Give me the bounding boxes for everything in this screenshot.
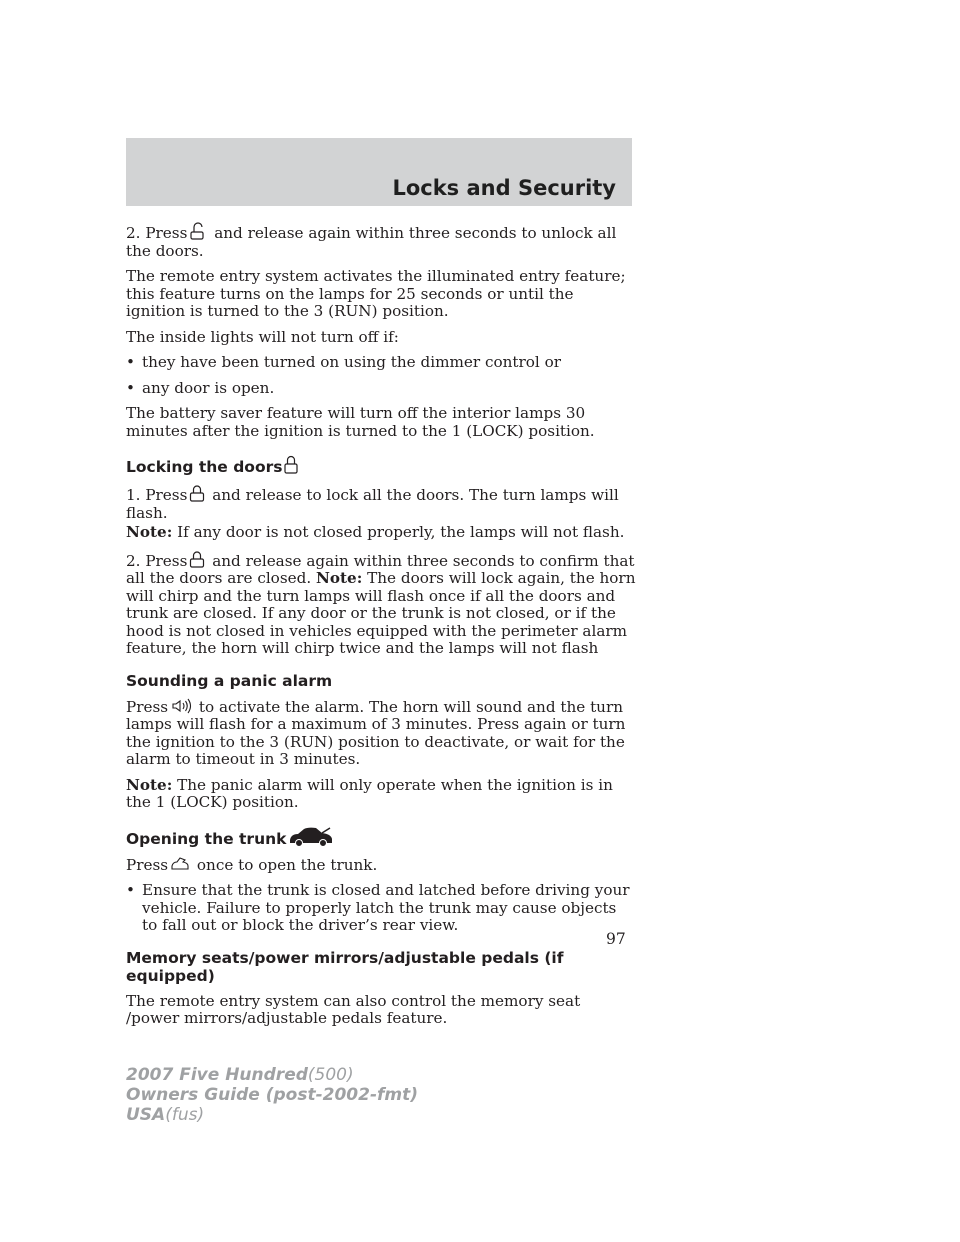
locking-heading: Locking the doors	[126, 454, 636, 476]
section-title: Locks and Security	[392, 176, 616, 200]
unlock-icon	[189, 222, 207, 240]
car-trunk-icon	[288, 826, 334, 848]
bullet-icon: •	[126, 881, 135, 899]
battery-saver-text: The battery saver feature will turn off the interior lamps 30 minutes after the ignition is turned to the 1 (LOCK) position.	[126, 404, 595, 440]
locking-step-2: 2. Press and release again within three seconds to confirm that all the doors are closed. Note: The doors will lock again, the horn will chirp and the turn lamps will flash once if all the doors and trunk are closed. If any door or the trunk is not closed, or if the hood is not closed in vehicles equipped with the perimeter alarm feature, the horn will chirp twice and the lamps will not flash	[126, 551, 636, 657]
bullet-icon: •	[126, 378, 135, 397]
page-content	[126, 222, 636, 1036]
memory-heading: Memory seats/power mirrors/adjustable pedals (if equipped)	[126, 948, 564, 985]
panic-note: Note: The panic alarm will only operate when the ignition is in the 1 (LOCK) position.	[126, 775, 613, 811]
bullet-icon: •	[126, 353, 135, 371]
illuminated-entry-text: The remote entry system activates the illuminated entry feature; this feature turns on the lamps for 25 seconds or until the ignition is turned to the 3 (RUN) position.	[126, 267, 626, 320]
locking-note: Note: If any door is not closed properly, the lamps will not flash.	[126, 523, 625, 541]
panic-heading: Sounding a panic alarm	[126, 671, 333, 690]
footer-line-2: Owners Guide (post-2002-fmt)	[126, 1085, 419, 1105]
footer-line-3: USA(fus)	[126, 1105, 205, 1125]
list-item: • any door is open.	[126, 378, 275, 397]
list-item: • Ensure that the trunk is closed and latched before driving your vehicle. Failure to properly latch the trunk may cause objects to fall out or block the driver’s rear view.	[126, 881, 630, 934]
trunk-release-icon	[170, 856, 190, 872]
lock-icon	[189, 484, 205, 502]
memory-text: The remote entry system can also control the memory seat /power mirrors/adjustable pedals feature.	[126, 991, 581, 1027]
lock-icon	[189, 550, 205, 568]
trunk-text: Press once to open the trunk.	[126, 855, 378, 874]
trunk-heading: Opening the trunk	[126, 826, 636, 848]
inside-lights-intro: The inside lights will not turn off if:	[126, 327, 399, 346]
footer-line-1: 2007 Five Hundred(500)	[126, 1065, 354, 1085]
footer	[126, 1065, 418, 1125]
section-header-band	[126, 138, 632, 206]
lock-icon	[284, 454, 298, 474]
locking-step-1: 1. Press and release to lock all the doors. The turn lamps will flash.	[126, 486, 619, 522]
page-number: 97	[606, 930, 626, 948]
list-item: • they have been turned on using the dimmer control or	[126, 353, 561, 371]
unlock-step-2: 2. Press and release again within three seconds to unlock all the doors.	[126, 224, 617, 260]
panic-sound-icon	[170, 698, 192, 714]
panic-text: Press to activate the alarm. The horn will sound and the turn lamps will flash for a maximum of 3 minutes. Press again or turn the ignition to the 3 (RUN) position to deactivate, or wait for the alarm to timeout in 3 minutes.	[126, 697, 626, 768]
